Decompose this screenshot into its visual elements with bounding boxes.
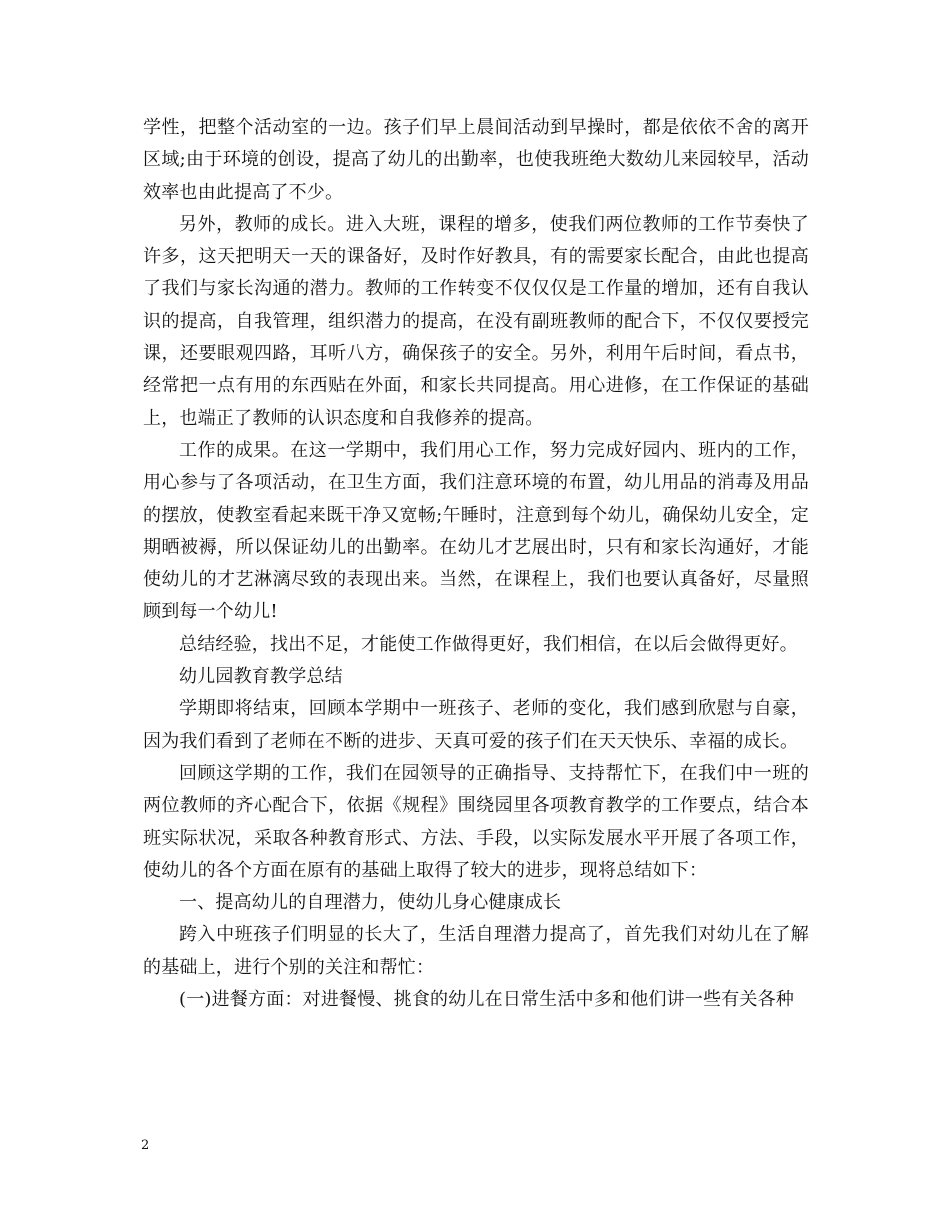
paragraph: 学期即将结束，回顾本学期中一班孩子、老师的变化，我们感到欣慰与自豪，因为我们看到了老师在不断的进步、天真可爱的孩子们在天天快乐、幸福的成长。 xyxy=(143,698,809,752)
paragraph: 工作的成果。在这一学期中，我们用心工作，努力完成好园内、班内的工作，用心参与了各项活动，在卫生方面，我们注意环境的布置，幼儿用品的消毒及用品的摆放，使教室看起来既干净又宽畅;午睡时，注意到每个幼儿，确保幼儿安全，定期晒被褥，所以保证幼儿的出勤率。在幼儿才艺展出时，只有和家长沟通好，才能使幼儿的才艺淋漓尽致的表现出来。当然，在课程上，我们也要认真备好，尽量照顾到每一个幼儿! xyxy=(143,439,809,623)
page-number: 2 xyxy=(141,1138,150,1153)
paragraph: 另外，教师的成长。进入大班，课程的增多，使我们两位教师的工作节奏快了许多，这天把明天一天的课备好，及时作好教具，有的需要家长配合，由此也提高了我们与家长沟通的潜力。教师的工作转变不仅仅仅是工作量的增加，还有自我认识的提高，自我管理，组织潜力的提高，在没有副班教师的配合下，不仅仅要授完课，还要眼观四路，耳听八方，确保孩子的安全。另外，利用午后时间，看点书，经常把一点有用的东西贴在外面，和家长共同提高。用心进修，在工作保证的基础上，也端正了教师的认识态度和自我修养的提高。 xyxy=(143,213,809,429)
section-title: 幼儿园教育教学总结 xyxy=(179,666,343,688)
paragraph: 回顾这学期的工作，我们在园领导的正确指导、支持帮忙下，在我们中一班的两位教师的齐心配合下，依据《规程》围绕园里各项教育教学的工作要点，结合本班实际状况，采取各种教育形式、方法、手段，以实际发展水平开展了各项工作，使幼儿的各个方面在原有的基础上取得了较大的进步，现将总结如下： xyxy=(143,762,809,881)
paragraph: (一)进餐方面：对进餐慢、挑食的幼儿在日常生活中多和他们讲一些有关各种 xyxy=(179,989,795,1011)
paragraph: 学性，把整个活动室的一边。孩子们早上晨间活动到早操时，都是依依不舍的离开区域;由于环境的创设，提高了幼儿的出勤率，也使我班绝大数幼儿来园较早，活动效率也由此提高了不少。 xyxy=(143,117,809,203)
paragraph: 总结经验，找出不足，才能使工作做得更好，我们相信，在以后会做得更好。 xyxy=(179,633,798,655)
section-heading: 一、提高幼儿的自理潜力，使幼儿身心健康成长 xyxy=(179,892,562,914)
document-body xyxy=(143,112,809,1016)
paragraph: 跨入中班孩子们明显的长大了，生活自理潜力提高了，首先我们对幼儿在了解的基础上，进行个别的关注和帮忙： xyxy=(143,924,809,978)
